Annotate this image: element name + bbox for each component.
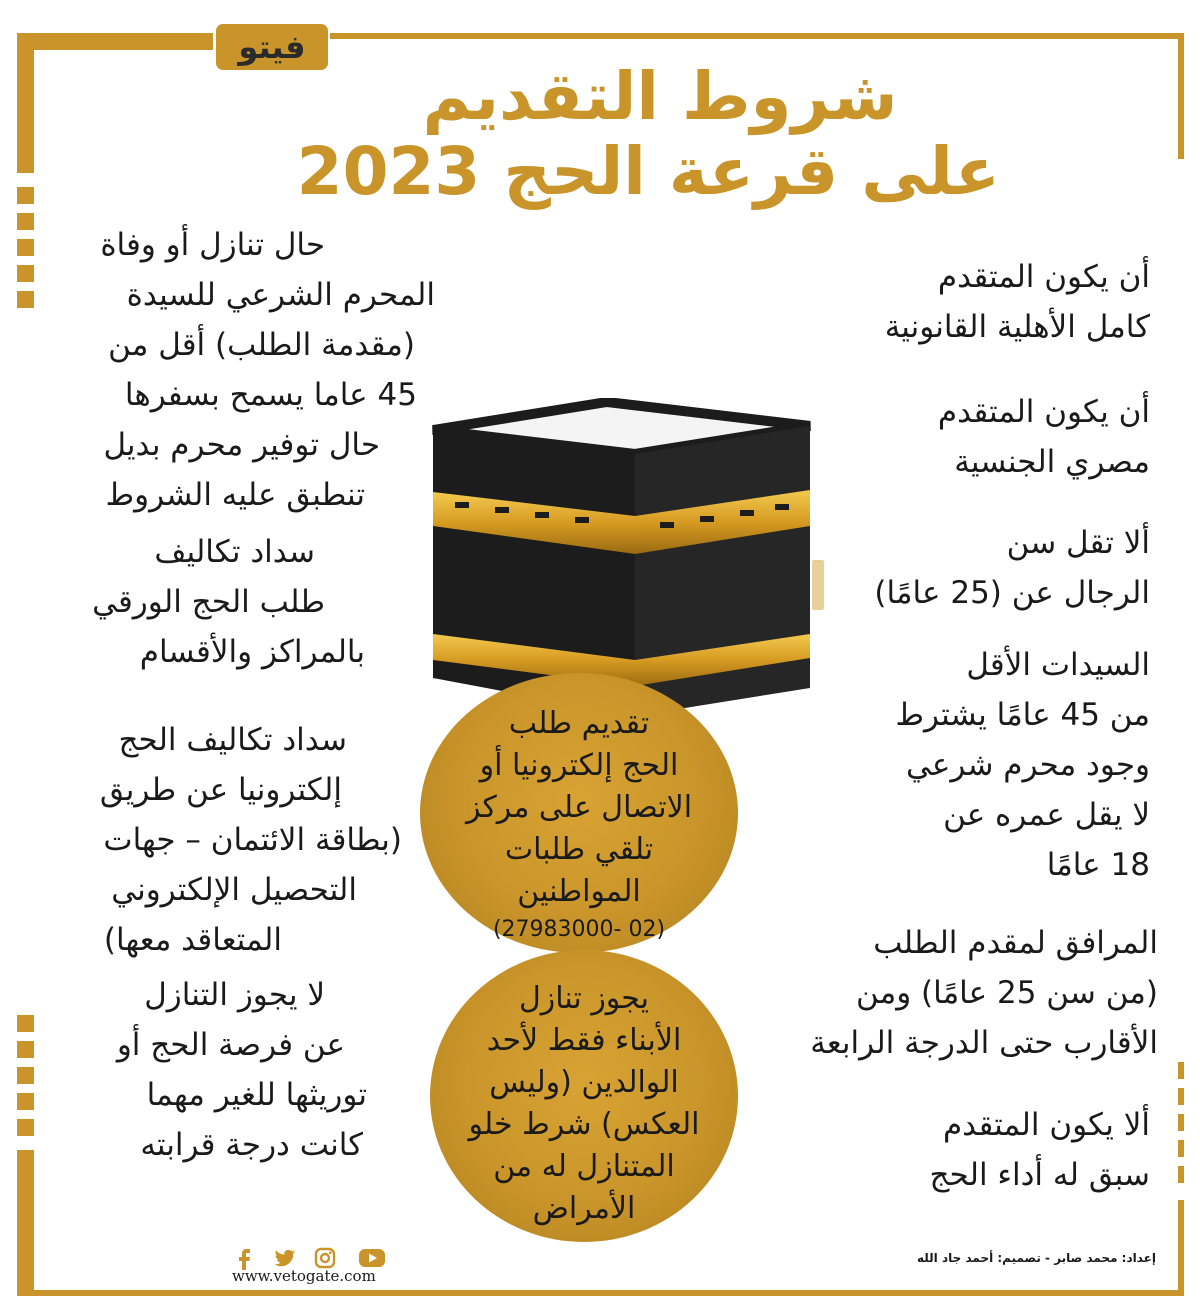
condition-full-legal-capacity: أن يكون المتقدم كامل الأهلية القانونية: [884, 259, 1150, 345]
frame-square: [17, 239, 34, 256]
frame-left-vertical: [17, 33, 34, 173]
frame-top-right: [330, 33, 1184, 39]
page-title: شروط التقديم: [422, 58, 898, 135]
frame-square: [1178, 1140, 1184, 1157]
condition-mahram-replacement: حال تنازل أو وفاة المحرم الشرعي للسيدة (مقدمة الطلب) أقل من 45 عاما يسمح بسفرها حال توفير محرم بديل تنطبق عليه الشروط: [100, 227, 435, 513]
page-subtitle: على قرعة الحج 2023: [296, 133, 1000, 210]
kaaba-door-edge: [812, 560, 824, 610]
frame-left-bottom: [17, 1150, 34, 1296]
frame-square: [1178, 1166, 1184, 1183]
frame-square: [17, 1067, 34, 1084]
brand-logo: فيتو: [216, 24, 328, 70]
frame-square: [17, 1093, 34, 1110]
frame-square: [17, 265, 34, 282]
condition-electronic-payment: سداد تكاليف الحج إلكترونيا عن طريق (بطاقة الائتمان – جهات التحصيل الإلكتروني المتعاقد معها): [99, 722, 402, 958]
condition-companion: المرافق لمقدم الطلب (من سن 25 عامًا) ومن الأقارب حتى الدرجة الرابعة: [810, 925, 1158, 1061]
frame-square: [1178, 1062, 1184, 1079]
frame-square: [17, 187, 34, 204]
frame-square: [17, 1119, 34, 1136]
condition-not-performed-before: ألا يكون المتقدم سبق له أداء الحج: [929, 1107, 1150, 1193]
kaaba-illustration: [425, 398, 825, 718]
frame-bottom: [17, 1290, 1184, 1296]
frame-square: [1178, 1088, 1184, 1105]
frame-top-left: [17, 33, 213, 50]
frame-square: [17, 1041, 34, 1058]
frame-square: [17, 1015, 34, 1032]
condition-paper-application-fees: سداد تكاليف طلب الحج الورقي بالمراكز والأقسام: [92, 534, 365, 670]
website-url: www.vetogate.com: [232, 1267, 376, 1285]
frame-right-vertical: [1178, 33, 1184, 159]
circle-online-application: تقديم طلب الحج إلكترونيا أو الاتصال على مركز تلقي طلبات المواطنين (02 -27983000): [420, 673, 738, 953]
frame-square: [17, 291, 34, 308]
condition-egyptian-nationality: أن يكون المتقدم مصري الجنسية: [937, 394, 1150, 480]
frame-square: [17, 213, 34, 230]
circle-children-transfer: يجوز تنازل الأبناء فقط لأحد الوالدين (وليس العكس) شرط خلو المتنازل له من الأمراض: [430, 950, 738, 1242]
condition-women-mahram: السيدات الأقل من 45 عامًا يشترط وجود محرم شرعي لا يقل عمره عن 18 عامًا: [895, 647, 1150, 883]
condition-men-age: ألا تقل سن الرجال عن (25 عامًا): [874, 525, 1150, 611]
credits: إعداد: محمد صابر - تصميم: أحمد جاد الله: [917, 1251, 1156, 1265]
condition-no-transfer: لا يجوز التنازل عن فرصة الحج أو توريثها للغير مهما كانت درجة قرابته: [116, 977, 367, 1163]
frame-right-bottom: [1178, 1200, 1184, 1296]
frame-square: [1178, 1114, 1184, 1131]
